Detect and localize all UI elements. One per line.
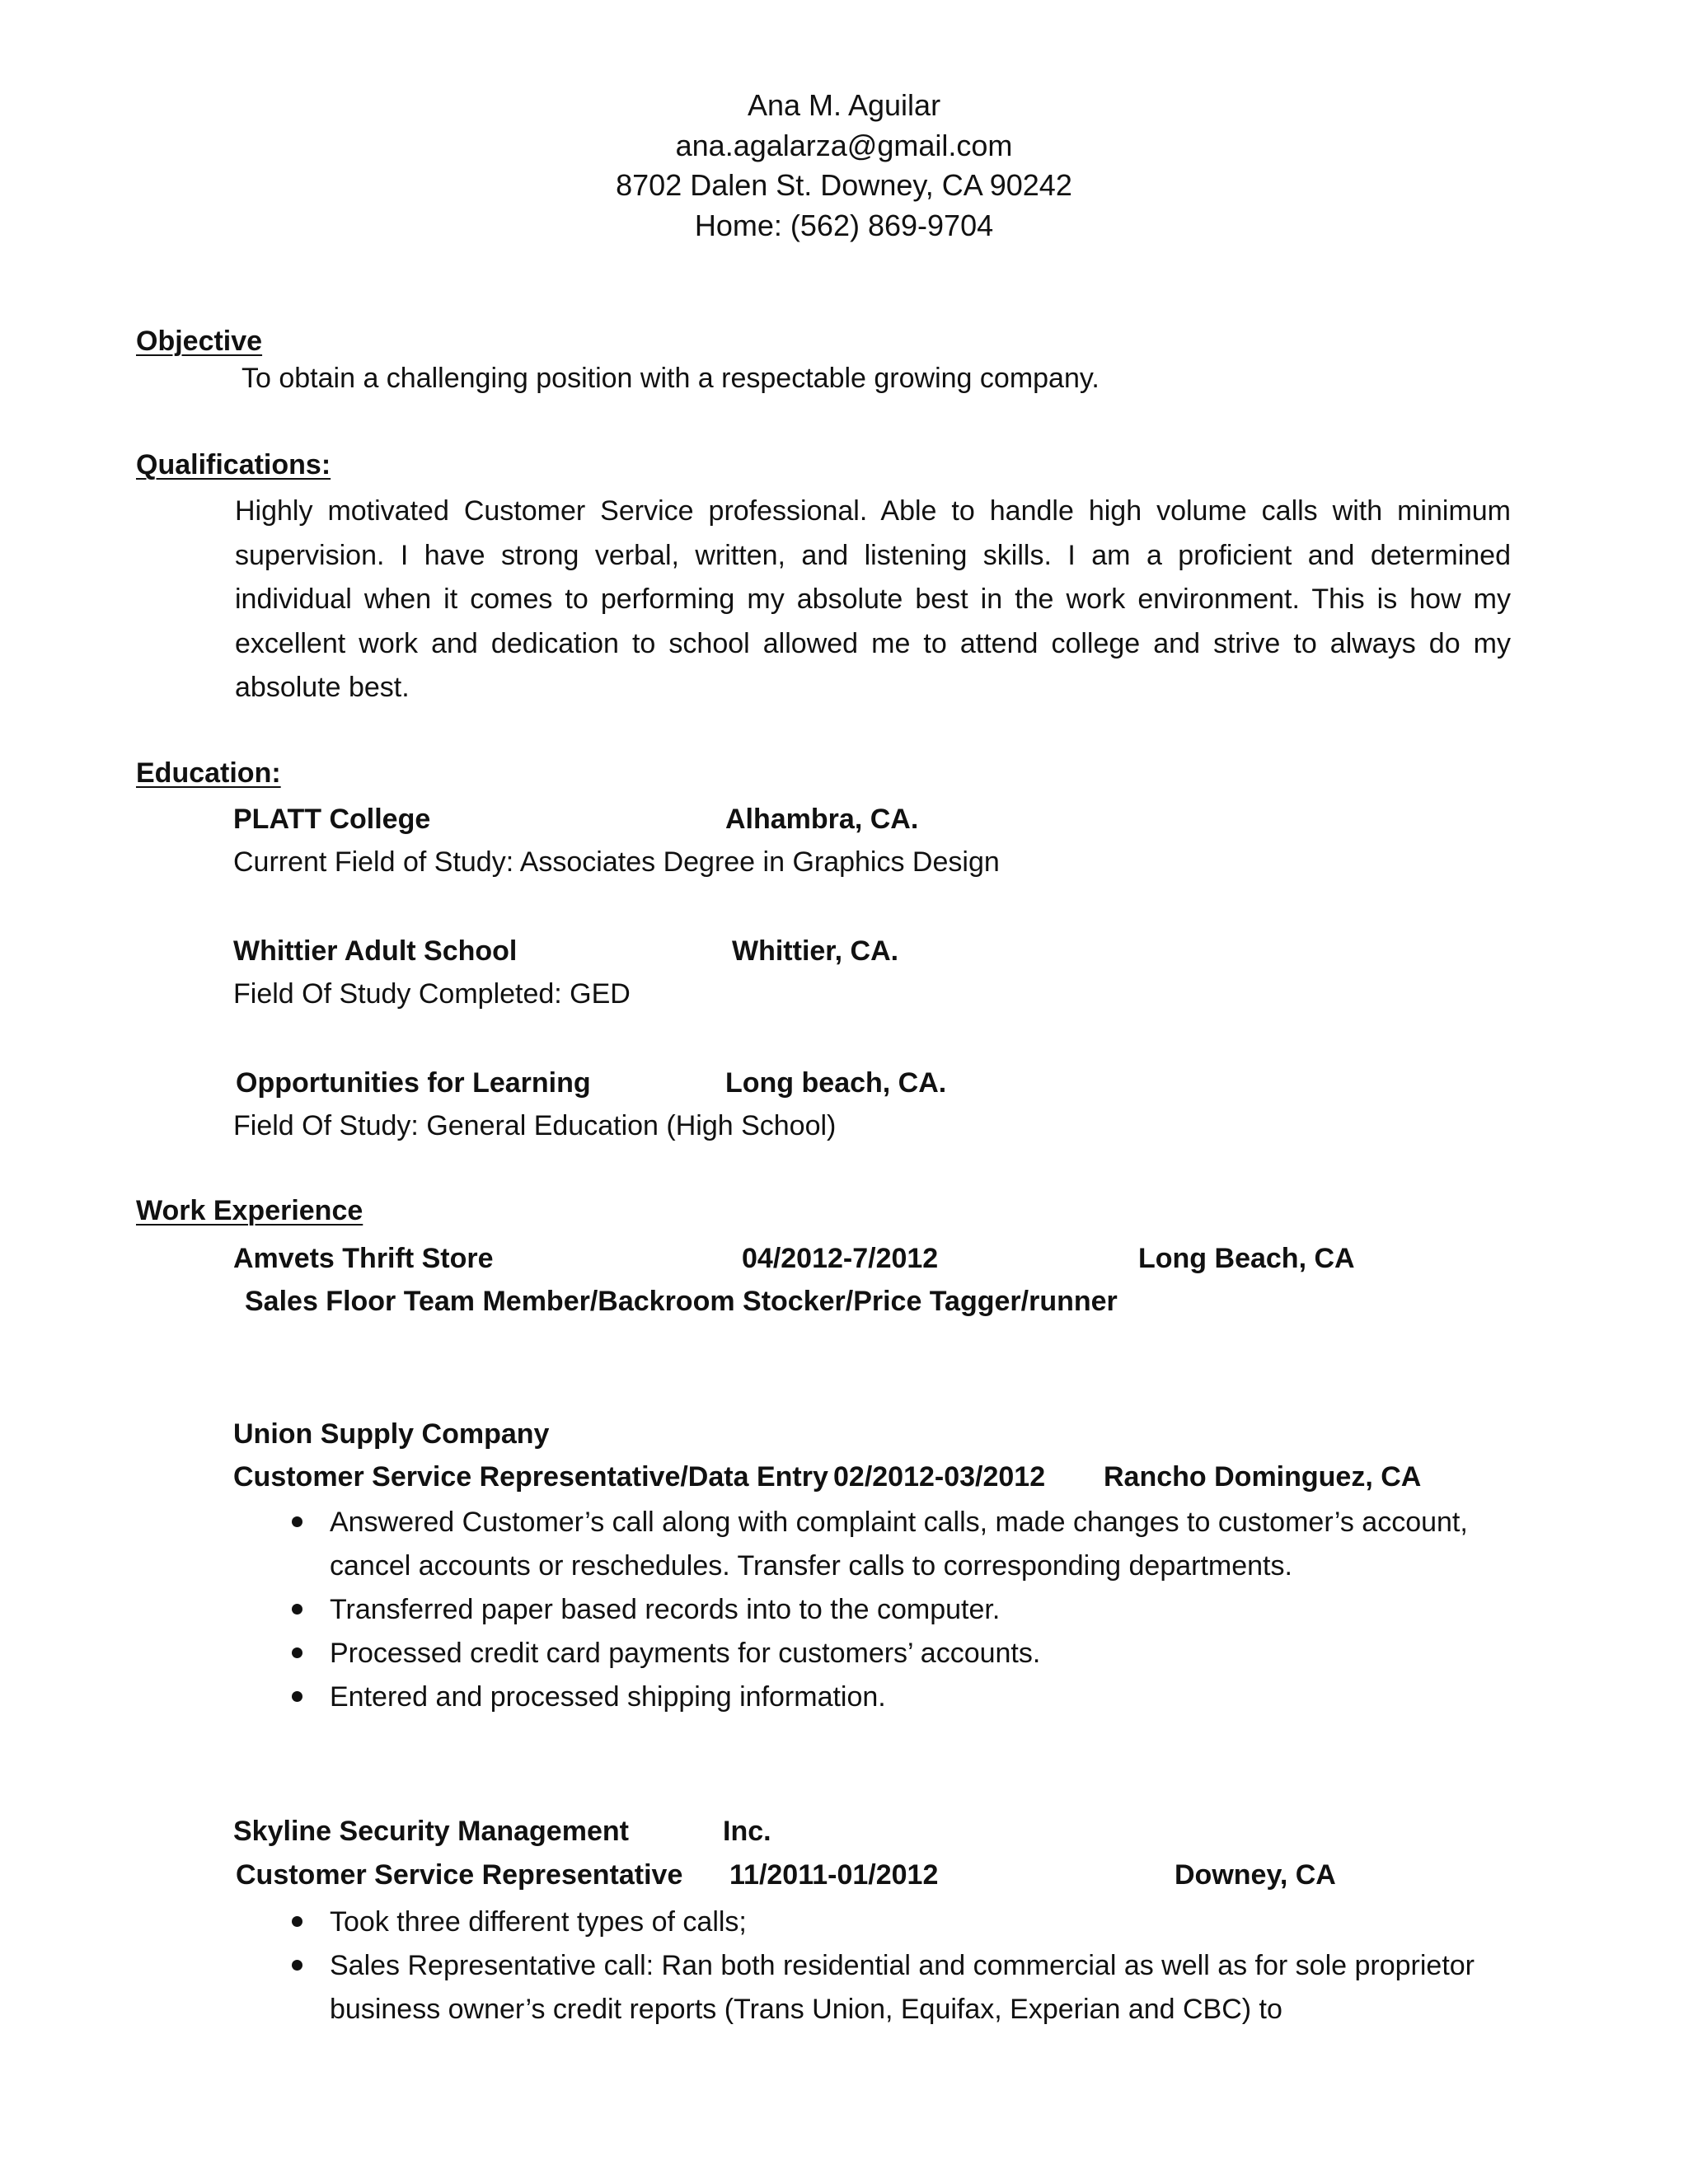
bullet-icon — [292, 1916, 302, 1927]
qualifications-text: Highly motivated Customer Service professional. Able to handle high volume calls with minimum supervision. I have strong verbal, written, and listening skills. I am a proficient and determined individual when it comes to performing my absolute best in the work environment. This is how my excellent work and dedication to school allowed me to attend college and strive to always do my absolute best. — [235, 495, 1511, 703]
applicant-email: ana.agalarza@gmail.com — [675, 129, 1013, 162]
bullet-icon — [292, 1960, 302, 1971]
job-company: Amvets Thrift Store — [233, 1243, 494, 1274]
school-location: Long beach, CA. — [725, 1067, 947, 1099]
duty-text: Processed credit card payments for customers’ accounts. — [330, 1638, 1041, 1669]
bullet-icon — [292, 1647, 302, 1658]
school-detail: Field Of Study: General Education (High School) — [233, 1110, 837, 1141]
school-name: Whittier Adult School — [233, 935, 518, 967]
bullet-icon — [292, 1516, 302, 1527]
list-item — [330, 1632, 1533, 1675]
job-company: Skyline Security Management — [233, 1816, 629, 1847]
job-location: Long Beach, CA — [1138, 1243, 1355, 1274]
job-location: Rancho Dominguez, CA — [1104, 1461, 1422, 1493]
list-item — [330, 1900, 1533, 1944]
objective-text: To obtain a challenging position with a respectable growing company. — [241, 363, 1100, 394]
job-dates: 04/2012-7/2012 — [742, 1243, 939, 1274]
education-heading: Education: — [136, 757, 281, 789]
work-experience-heading: Work Experience — [136, 1195, 363, 1226]
list-item — [330, 1588, 1533, 1632]
job-dates: 02/2012-03/2012 — [833, 1461, 1046, 1493]
duty-text: Sales Representative call: Ran both residential and commercial as well as for sole proprietor business owner’s credit reports (Trans Union, Equifax, Experian and CBC) to — [330, 1950, 1475, 2025]
job-duties-list — [330, 1900, 1533, 2032]
qualifications-heading: Qualifications: — [136, 449, 331, 480]
job-role: Sales Floor Team Member/Backroom Stocker/Price Tagger/runner — [245, 1286, 1118, 1317]
school-location: Alhambra, CA. — [725, 804, 919, 835]
job-dates: 11/2011-01/2012 — [729, 1859, 939, 1891]
school-name: PLATT College — [233, 804, 431, 835]
applicant-address: 8702 Dalen St. Downey, CA 90242 — [616, 168, 1072, 202]
bullet-icon — [292, 1691, 302, 1702]
list-item — [330, 1675, 1533, 1719]
bullet-icon — [292, 1604, 302, 1615]
applicant-phone: Home: (562) 869-9704 — [694, 209, 994, 242]
job-role: Customer Service Representative — [236, 1859, 683, 1891]
school-detail: Field Of Study Completed: GED — [233, 978, 631, 1010]
list-item — [330, 1944, 1533, 2032]
job-company-suffix: Inc. — [723, 1816, 771, 1847]
job-location: Downey, CA — [1175, 1859, 1336, 1891]
job-duties-list — [330, 1501, 1533, 1719]
duty-text: Took three different types of calls; — [330, 1906, 747, 1938]
duty-text: Entered and processed shipping information. — [330, 1681, 886, 1713]
duty-text: Answered Customer’s call along with complaint calls, made changes to customer’s account, cancel accounts or reschedules. Transfer calls to corresponding departments. — [330, 1507, 1468, 1582]
objective-heading: Objective — [136, 326, 263, 357]
school-name: Opportunities for Learning — [236, 1067, 591, 1099]
job-role: Customer Service Representative/Data Entry — [233, 1461, 828, 1493]
job-company: Union Supply Company — [233, 1418, 550, 1450]
school-detail: Current Field of Study: Associates Degree in Graphics Design — [233, 846, 1000, 878]
list-item — [330, 1501, 1533, 1588]
duty-text: Transferred paper based records into to the computer. — [330, 1594, 1001, 1625]
applicant-name: Ana M. Aguilar — [747, 88, 941, 122]
school-location: Whittier, CA. — [732, 935, 899, 967]
